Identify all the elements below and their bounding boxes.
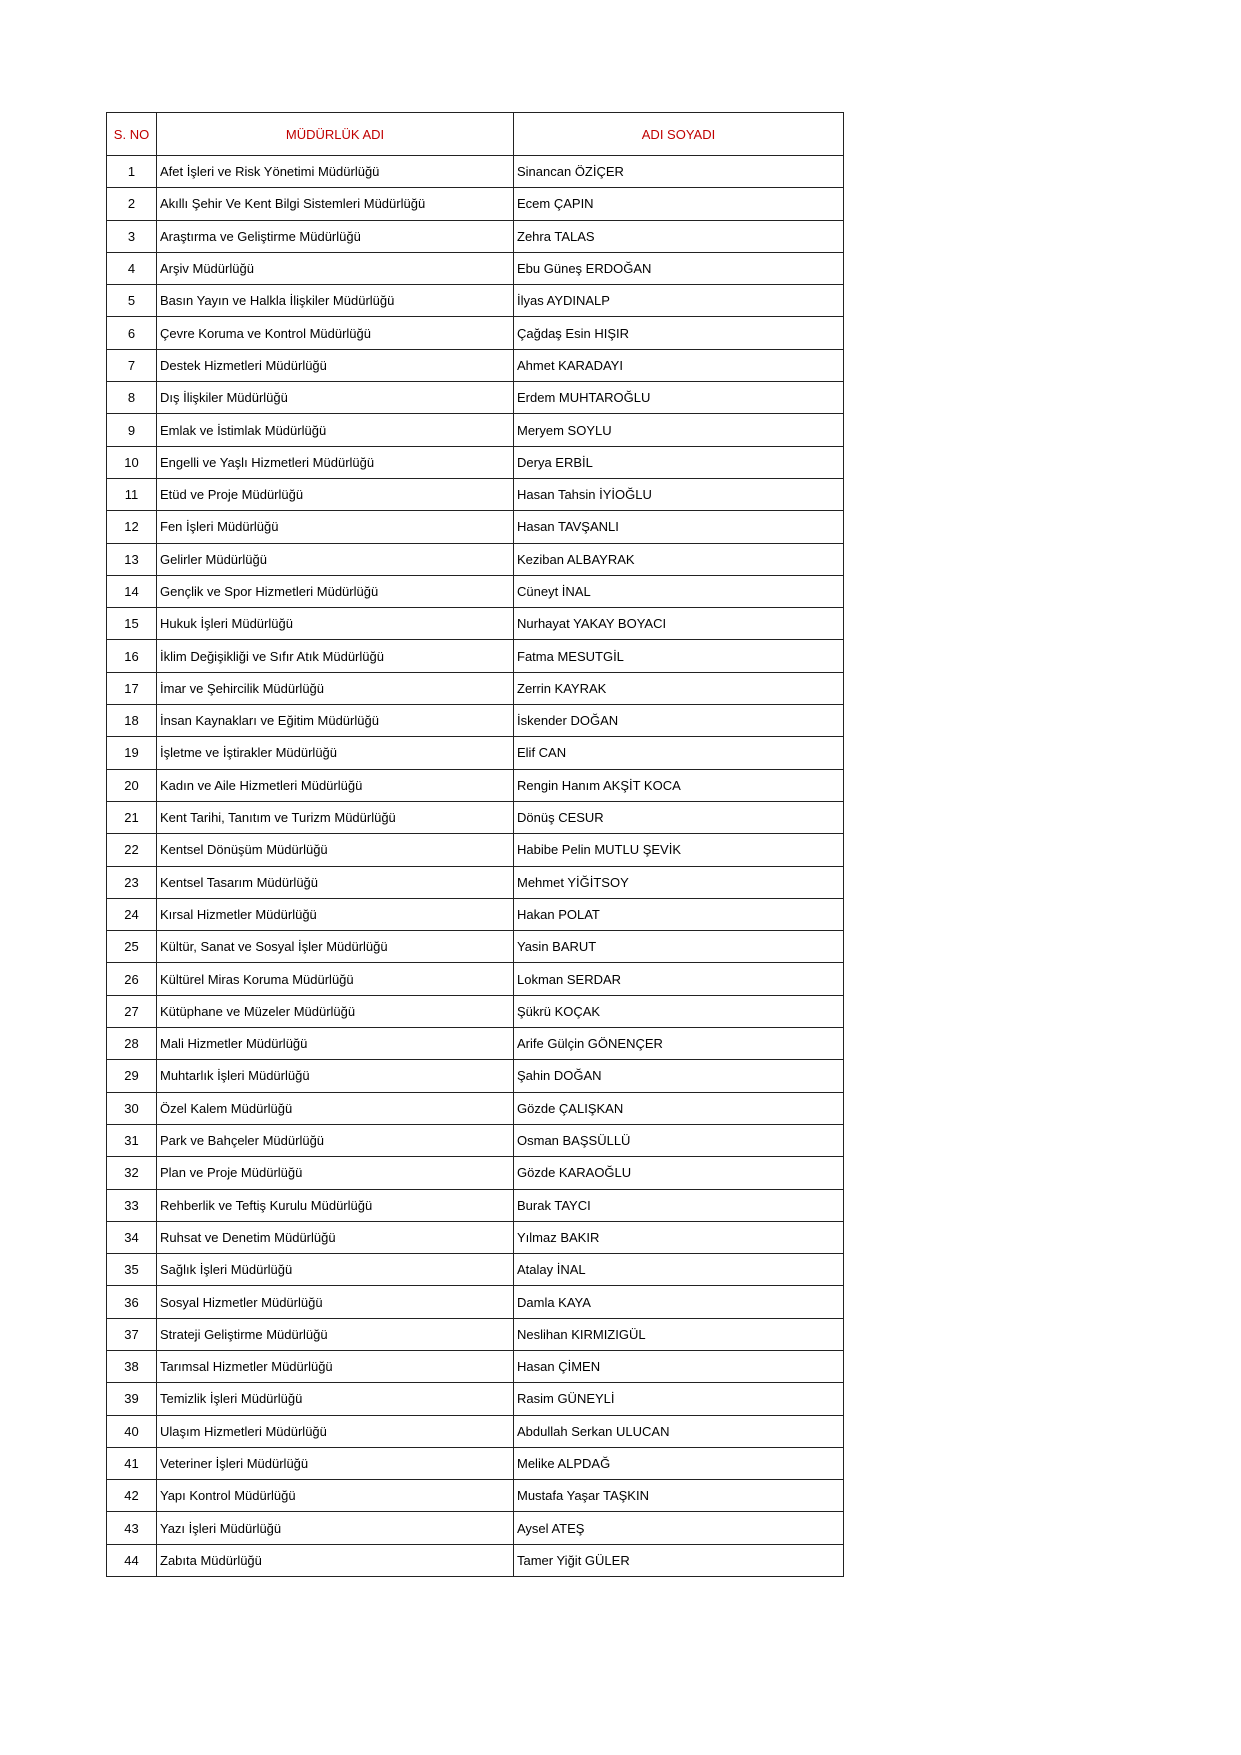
row-department-name: Kırsal Hizmetler Müdürlüğü xyxy=(157,898,514,930)
table-row xyxy=(107,1028,844,1060)
row-department-name: Muhtarlık İşleri Müdürlüğü xyxy=(157,1060,514,1092)
row-department-name: Basın Yayın ve Halkla İlişkiler Müdürlüğü xyxy=(157,285,514,317)
row-full-name: Zehra TALAS xyxy=(514,220,844,252)
row-full-name: Zerrin KAYRAK xyxy=(514,672,844,704)
table-row xyxy=(107,414,844,446)
row-full-name: Neslihan KIRMIZIGÜL xyxy=(514,1318,844,1350)
row-full-name: Lokman SERDAR xyxy=(514,963,844,995)
row-full-name: Dönüş CESUR xyxy=(514,801,844,833)
table-row xyxy=(107,1350,844,1382)
row-full-name: Yılmaz BAKIR xyxy=(514,1221,844,1253)
row-serial-number: 3 xyxy=(107,220,157,252)
row-serial-number: 43 xyxy=(107,1512,157,1544)
row-full-name: Tamer Yiğit GÜLER xyxy=(514,1544,844,1576)
row-department-name: Kentsel Dönüşüm Müdürlüğü xyxy=(157,834,514,866)
table-row xyxy=(107,898,844,930)
table-row xyxy=(107,1060,844,1092)
row-serial-number: 6 xyxy=(107,317,157,349)
row-full-name: Damla KAYA xyxy=(514,1286,844,1318)
table-row xyxy=(107,672,844,704)
row-full-name: Ecem ÇAPIN xyxy=(514,188,844,220)
row-full-name: Aysel ATEŞ xyxy=(514,1512,844,1544)
row-department-name: Rehberlik ve Teftiş Kurulu Müdürlüğü xyxy=(157,1189,514,1221)
table-row xyxy=(107,801,844,833)
row-department-name: Kültürel Miras Koruma Müdürlüğü xyxy=(157,963,514,995)
row-serial-number: 8 xyxy=(107,382,157,414)
row-department-name: Özel Kalem Müdürlüğü xyxy=(157,1092,514,1124)
table-row xyxy=(107,1092,844,1124)
row-full-name: Meryem SOYLU xyxy=(514,414,844,446)
row-department-name: Gençlik ve Spor Hizmetleri Müdürlüğü xyxy=(157,575,514,607)
header-full-name: ADI SOYADI xyxy=(514,113,844,156)
row-serial-number: 13 xyxy=(107,543,157,575)
table-row xyxy=(107,705,844,737)
row-full-name: İlyas AYDINALP xyxy=(514,285,844,317)
row-department-name: Afet İşleri ve Risk Yönetimi Müdürlüğü xyxy=(157,156,514,188)
row-department-name: Dış İlişkiler Müdürlüğü xyxy=(157,382,514,414)
row-serial-number: 1 xyxy=(107,156,157,188)
row-full-name: Habibe Pelin MUTLU ŞEVİK xyxy=(514,834,844,866)
row-department-name: İnsan Kaynakları ve Eğitim Müdürlüğü xyxy=(157,705,514,737)
table-row xyxy=(107,1544,844,1576)
row-serial-number: 4 xyxy=(107,252,157,284)
row-serial-number: 25 xyxy=(107,931,157,963)
table-row xyxy=(107,1447,844,1479)
row-full-name: Osman BAŞSÜLLÜ xyxy=(514,1124,844,1156)
row-full-name: Gözde KARAOĞLU xyxy=(514,1157,844,1189)
row-department-name: Sağlık İşleri Müdürlüğü xyxy=(157,1254,514,1286)
row-serial-number: 28 xyxy=(107,1028,157,1060)
row-department-name: İşletme ve İştirakler Müdürlüğü xyxy=(157,737,514,769)
row-full-name: Cüneyt İNAL xyxy=(514,575,844,607)
row-serial-number: 33 xyxy=(107,1189,157,1221)
row-department-name: Etüd ve Proje Müdürlüğü xyxy=(157,478,514,510)
row-department-name: Strateji Geliştirme Müdürlüğü xyxy=(157,1318,514,1350)
header-row xyxy=(107,113,844,156)
row-serial-number: 15 xyxy=(107,608,157,640)
table-row xyxy=(107,608,844,640)
row-serial-number: 7 xyxy=(107,349,157,381)
row-full-name: Atalay İNAL xyxy=(514,1254,844,1286)
row-serial-number: 2 xyxy=(107,188,157,220)
row-full-name: Elif CAN xyxy=(514,737,844,769)
row-department-name: Gelirler Müdürlüğü xyxy=(157,543,514,575)
table-row xyxy=(107,995,844,1027)
row-department-name: Destek Hizmetleri Müdürlüğü xyxy=(157,349,514,381)
row-department-name: Zabıta Müdürlüğü xyxy=(157,1544,514,1576)
row-serial-number: 26 xyxy=(107,963,157,995)
row-department-name: Engelli ve Yaşlı Hizmetleri Müdürlüğü xyxy=(157,446,514,478)
table-row xyxy=(107,156,844,188)
table-row xyxy=(107,1512,844,1544)
row-full-name: Melike ALPDAĞ xyxy=(514,1447,844,1479)
header-serial-number: S. NO xyxy=(107,113,157,156)
row-serial-number: 27 xyxy=(107,995,157,1027)
row-department-name: Kentsel Tasarım Müdürlüğü xyxy=(157,866,514,898)
table-row xyxy=(107,511,844,543)
row-full-name: Keziban ALBAYRAK xyxy=(514,543,844,575)
table-row xyxy=(107,285,844,317)
row-department-name: Veteriner İşleri Müdürlüğü xyxy=(157,1447,514,1479)
row-full-name: Sinancan ÖZİÇER xyxy=(514,156,844,188)
table-row xyxy=(107,1157,844,1189)
table-header xyxy=(107,113,844,156)
row-department-name: Fen İşleri Müdürlüğü xyxy=(157,511,514,543)
row-serial-number: 5 xyxy=(107,285,157,317)
table-row xyxy=(107,640,844,672)
table-row xyxy=(107,1254,844,1286)
table-row xyxy=(107,769,844,801)
header-department-name: MÜDÜRLÜK ADI xyxy=(157,113,514,156)
row-full-name: Derya ERBİL xyxy=(514,446,844,478)
row-serial-number: 16 xyxy=(107,640,157,672)
row-department-name: Kütüphane ve Müzeler Müdürlüğü xyxy=(157,995,514,1027)
row-full-name: Hasan ÇİMEN xyxy=(514,1350,844,1382)
row-serial-number: 20 xyxy=(107,769,157,801)
table-row xyxy=(107,382,844,414)
row-department-name: Tarımsal Hizmetler Müdürlüğü xyxy=(157,1350,514,1382)
table-row xyxy=(107,220,844,252)
row-serial-number: 10 xyxy=(107,446,157,478)
table-body xyxy=(107,156,844,1577)
row-serial-number: 34 xyxy=(107,1221,157,1253)
row-full-name: Hakan POLAT xyxy=(514,898,844,930)
table-row xyxy=(107,188,844,220)
row-department-name: Çevre Koruma ve Kontrol Müdürlüğü xyxy=(157,317,514,349)
table-row xyxy=(107,1480,844,1512)
directors-table xyxy=(106,112,844,1577)
row-department-name: Yapı Kontrol Müdürlüğü xyxy=(157,1480,514,1512)
row-full-name: Abdullah Serkan ULUCAN xyxy=(514,1415,844,1447)
row-department-name: Yazı İşleri Müdürlüğü xyxy=(157,1512,514,1544)
row-serial-number: 37 xyxy=(107,1318,157,1350)
row-serial-number: 30 xyxy=(107,1092,157,1124)
row-department-name: İklim Değişikliği ve Sıfır Atık Müdürlüğü xyxy=(157,640,514,672)
row-serial-number: 17 xyxy=(107,672,157,704)
row-full-name: Rasim GÜNEYLİ xyxy=(514,1383,844,1415)
row-serial-number: 11 xyxy=(107,478,157,510)
row-full-name: Hasan Tahsin İYİOĞLU xyxy=(514,478,844,510)
row-serial-number: 21 xyxy=(107,801,157,833)
table-row xyxy=(107,1415,844,1447)
table-row xyxy=(107,737,844,769)
row-serial-number: 38 xyxy=(107,1350,157,1382)
table-row xyxy=(107,1383,844,1415)
row-full-name: Fatma MESUTGİL xyxy=(514,640,844,672)
table-row xyxy=(107,1189,844,1221)
row-full-name: Şahin DOĞAN xyxy=(514,1060,844,1092)
row-serial-number: 23 xyxy=(107,866,157,898)
row-department-name: Hukuk İşleri Müdürlüğü xyxy=(157,608,514,640)
row-serial-number: 31 xyxy=(107,1124,157,1156)
table-row xyxy=(107,1124,844,1156)
row-full-name: Şükrü KOÇAK xyxy=(514,995,844,1027)
row-serial-number: 22 xyxy=(107,834,157,866)
row-department-name: Araştırma ve Geliştirme Müdürlüğü xyxy=(157,220,514,252)
table-row xyxy=(107,1221,844,1253)
table-row xyxy=(107,963,844,995)
row-full-name: Hasan TAVŞANLI xyxy=(514,511,844,543)
table-row xyxy=(107,575,844,607)
row-department-name: Arşiv Müdürlüğü xyxy=(157,252,514,284)
row-serial-number: 29 xyxy=(107,1060,157,1092)
row-department-name: Kültür, Sanat ve Sosyal İşler Müdürlüğü xyxy=(157,931,514,963)
table-row xyxy=(107,446,844,478)
row-department-name: Ulaşım Hizmetleri Müdürlüğü xyxy=(157,1415,514,1447)
row-serial-number: 42 xyxy=(107,1480,157,1512)
row-full-name: Yasin BARUT xyxy=(514,931,844,963)
row-full-name: Mustafa Yaşar TAŞKIN xyxy=(514,1480,844,1512)
row-serial-number: 14 xyxy=(107,575,157,607)
table-row xyxy=(107,349,844,381)
row-full-name: Rengin Hanım AKŞİT KOCA xyxy=(514,769,844,801)
row-full-name: İskender DOĞAN xyxy=(514,705,844,737)
row-department-name: Sosyal Hizmetler Müdürlüğü xyxy=(157,1286,514,1318)
row-department-name: Kadın ve Aile Hizmetleri Müdürlüğü xyxy=(157,769,514,801)
table-row xyxy=(107,317,844,349)
table-row xyxy=(107,866,844,898)
row-department-name: Ruhsat ve Denetim Müdürlüğü xyxy=(157,1221,514,1253)
row-department-name: Plan ve Proje Müdürlüğü xyxy=(157,1157,514,1189)
row-full-name: Mehmet YİĞİTSOY xyxy=(514,866,844,898)
row-department-name: Emlak ve İstimlak Müdürlüğü xyxy=(157,414,514,446)
row-department-name: Mali Hizmetler Müdürlüğü xyxy=(157,1028,514,1060)
row-serial-number: 9 xyxy=(107,414,157,446)
row-serial-number: 41 xyxy=(107,1447,157,1479)
table-row xyxy=(107,931,844,963)
row-full-name: Burak TAYCI xyxy=(514,1189,844,1221)
table-row xyxy=(107,1318,844,1350)
row-serial-number: 19 xyxy=(107,737,157,769)
row-department-name: İmar ve Şehircilik Müdürlüğü xyxy=(157,672,514,704)
row-serial-number: 44 xyxy=(107,1544,157,1576)
table-row xyxy=(107,1286,844,1318)
row-full-name: Ahmet KARADAYI xyxy=(514,349,844,381)
row-full-name: Nurhayat YAKAY BOYACI xyxy=(514,608,844,640)
row-serial-number: 35 xyxy=(107,1254,157,1286)
table-row xyxy=(107,478,844,510)
row-serial-number: 40 xyxy=(107,1415,157,1447)
row-serial-number: 12 xyxy=(107,511,157,543)
table-row xyxy=(107,252,844,284)
row-full-name: Çağdaş Esin HIŞIR xyxy=(514,317,844,349)
row-full-name: Erdem MUHTAROĞLU xyxy=(514,382,844,414)
row-full-name: Ebu Güneş ERDOĞAN xyxy=(514,252,844,284)
row-department-name: Park ve Bahçeler Müdürlüğü xyxy=(157,1124,514,1156)
table-row xyxy=(107,543,844,575)
row-serial-number: 39 xyxy=(107,1383,157,1415)
row-serial-number: 32 xyxy=(107,1157,157,1189)
row-department-name: Akıllı Şehir Ve Kent Bilgi Sistemleri Müdürlüğü xyxy=(157,188,514,220)
row-department-name: Kent Tarihi, Tanıtım ve Turizm Müdürlüğü xyxy=(157,801,514,833)
row-serial-number: 24 xyxy=(107,898,157,930)
table-row xyxy=(107,834,844,866)
row-serial-number: 18 xyxy=(107,705,157,737)
row-full-name: Arife Gülçin GÖNENÇER xyxy=(514,1028,844,1060)
row-serial-number: 36 xyxy=(107,1286,157,1318)
row-department-name: Temizlik İşleri Müdürlüğü xyxy=(157,1383,514,1415)
row-full-name: Gözde ÇALIŞKAN xyxy=(514,1092,844,1124)
